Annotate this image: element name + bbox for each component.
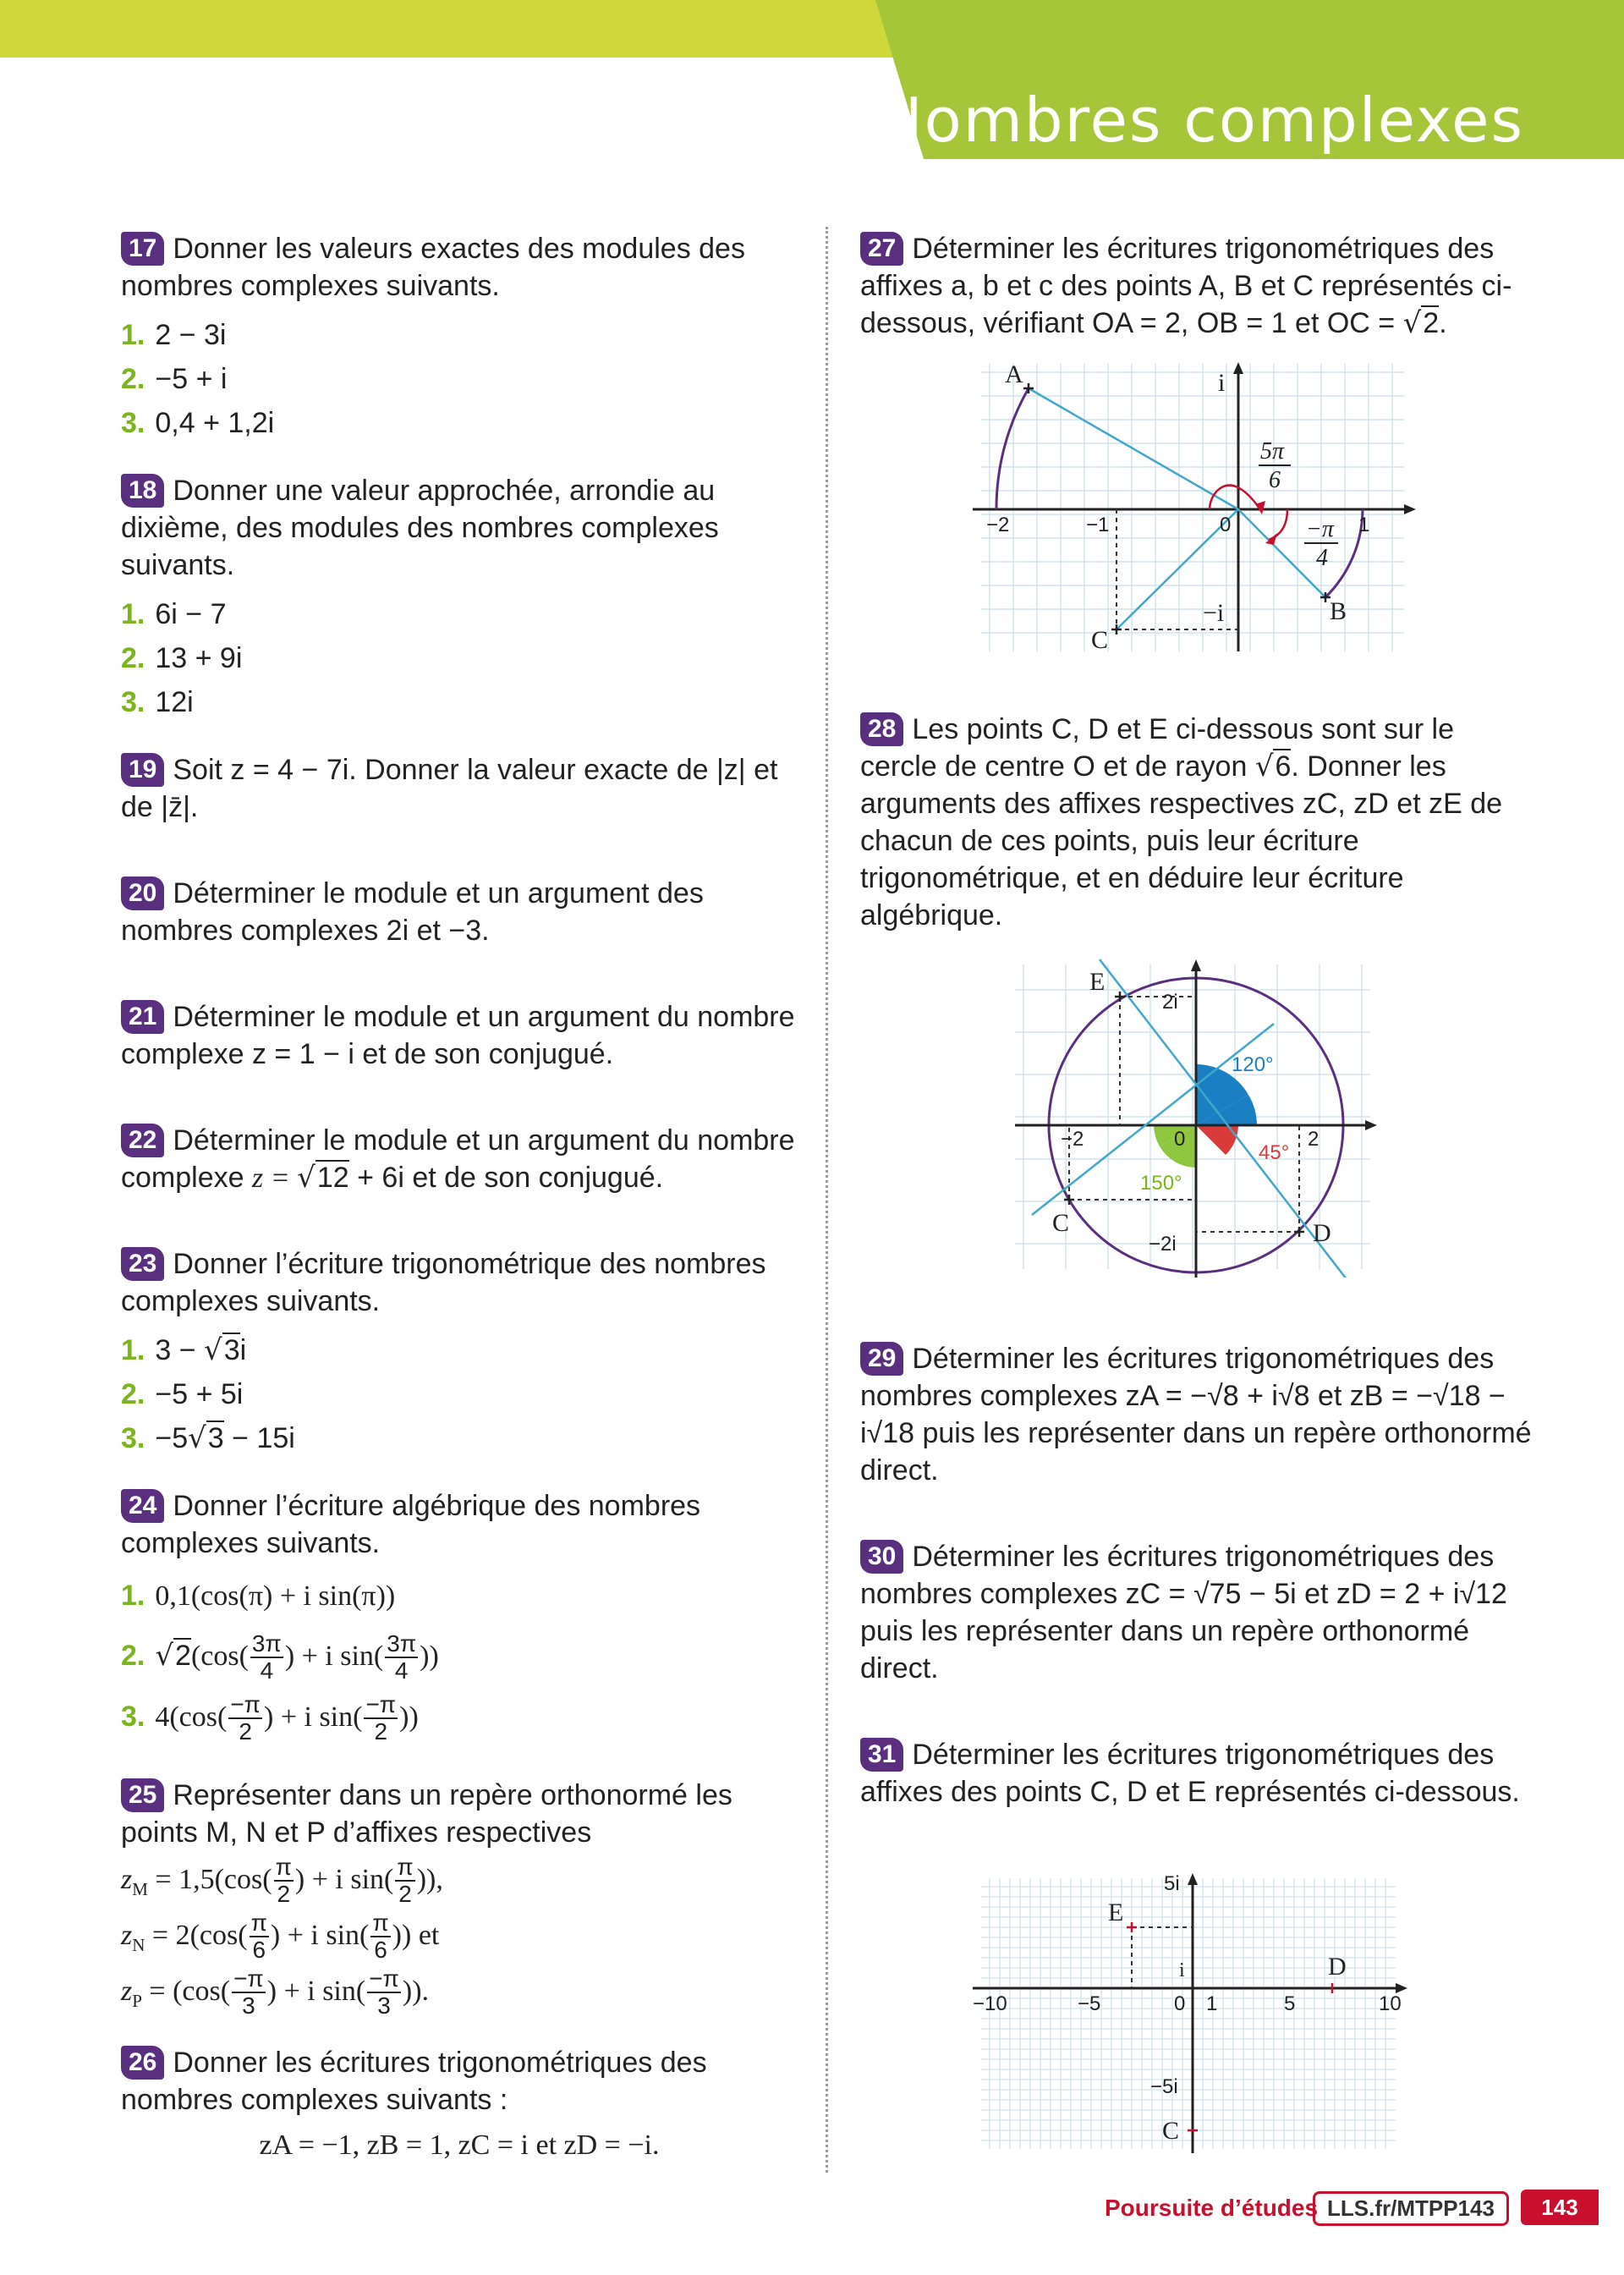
axis-label-minus-2i: −2i xyxy=(1149,1233,1177,1256)
fraction-numerator: −π xyxy=(230,1691,261,1717)
exercise-number: 26 xyxy=(121,2046,164,2080)
point-label-e: E xyxy=(1089,968,1106,996)
fraction-denominator: 3 xyxy=(242,1992,255,2019)
item-value: −5 xyxy=(155,1422,189,1454)
item-number: 2. xyxy=(121,363,145,395)
exercise-text: . xyxy=(1439,307,1447,339)
radical-sign: √ xyxy=(1402,306,1422,340)
angle-label-denominator: 6 xyxy=(1269,467,1281,493)
item-value: ) + i sin( xyxy=(264,1701,363,1733)
angle-label-numerator: 5π xyxy=(1260,438,1285,464)
item-value: 0,4 + 1,2i xyxy=(155,407,275,439)
item-value: (cos( xyxy=(190,1640,249,1672)
math-variable: z = xyxy=(251,1162,298,1194)
item-value: − 15i xyxy=(223,1422,295,1454)
page-title: Nombres complexes xyxy=(876,85,1524,156)
fraction-denominator: 6 xyxy=(252,1937,266,1963)
tick-minus-1: −1 xyxy=(1086,514,1110,536)
angle-label-denominator: 4 xyxy=(1316,545,1328,571)
fraction-numerator: 3π xyxy=(387,1630,417,1657)
fraction-numerator: π xyxy=(250,1910,267,1936)
angle-label-45: 45° xyxy=(1259,1141,1290,1164)
fraction-numerator: π xyxy=(372,1910,389,1936)
radicand: 2 xyxy=(1423,307,1440,339)
exercise-text: Déterminer le module et un argument du nombre complexe xyxy=(121,1124,795,1194)
tick-zero: 0 xyxy=(1174,1992,1186,2015)
point-label-d: D xyxy=(1313,1219,1331,1247)
angle-label-150: 150° xyxy=(1140,1172,1182,1195)
item-value: ) + i sin( xyxy=(284,1640,384,1672)
exercise-21 xyxy=(121,998,798,1073)
footer-label: Poursuite d’études xyxy=(1105,2195,1319,2221)
item-number: 2. xyxy=(121,1639,145,1672)
subscript: M xyxy=(132,1878,148,1899)
exercise-22 xyxy=(121,1122,798,1197)
exercise-text: Les points C, D et E ci-dessous sont sur le cercle de centre O et de rayon xyxy=(860,713,1454,783)
fraction-denominator: 3 xyxy=(377,1992,391,2019)
item-value: 0,1(cos(π) + i sin(π)) xyxy=(155,1580,396,1612)
fraction-denominator: 2 xyxy=(239,1718,252,1745)
exercise-text: Déterminer les écritures trigonométriques des nombres complexes zA = −√8 + i√8 et zB = −√18 − i√18 puis les représenter dans un repère orthonormé direct. xyxy=(860,1343,1532,1486)
fraction-numerator: π xyxy=(397,1854,414,1880)
formula-part: = 1,5(cos( xyxy=(147,1863,272,1895)
exercise-24 xyxy=(121,1487,798,1743)
fraction-denominator: 4 xyxy=(260,1657,274,1684)
exercise-number: 28 xyxy=(860,712,903,746)
tick-zero: 0 xyxy=(1174,1128,1186,1151)
formula-part: ) + i sin( xyxy=(266,1975,366,2007)
point-label-c: C xyxy=(1162,2117,1180,2145)
exercise-text: . Donner les arguments des affixes respectives zC, zD et zE de chacun de ces points, puis leur écriture trigonométrique, et en déduire leur écriture algébrique. xyxy=(860,750,1503,931)
radical-sign: √ xyxy=(204,1333,222,1367)
item-value: i xyxy=(239,1334,247,1366)
item-number: 1. xyxy=(121,319,145,351)
tick-one: 1 xyxy=(1206,1992,1218,2015)
exercise-28 xyxy=(860,711,1537,934)
axis-label-minus-i: −i xyxy=(1203,599,1225,627)
exercise-26 xyxy=(121,2044,798,2164)
exercise-number: 18 xyxy=(121,474,164,508)
item-value: 4(cos( xyxy=(155,1701,228,1733)
item-value: 6i − 7 xyxy=(155,598,227,630)
fraction-numerator: −π xyxy=(233,1965,264,1992)
formula-part: ) + i sin( xyxy=(270,1919,370,1951)
formula-part: = 2(cos( xyxy=(145,1919,248,1951)
exercise-text: Donner les valeurs exactes des modules des nombres complexes suivants. xyxy=(121,233,745,302)
exercise-text: Déterminer le module et un argument des nombres complexes 2i et −3. xyxy=(121,877,704,947)
axis-label-i: i xyxy=(1218,369,1226,397)
axis-label-2i: 2i xyxy=(1162,991,1178,1014)
point-label-c: C xyxy=(1091,626,1109,654)
exercise-30 xyxy=(860,1538,1537,1687)
exercise-20 xyxy=(121,875,798,949)
exercise-25 xyxy=(121,1777,798,2019)
formula-part: )) et xyxy=(392,1919,440,1951)
tick-minus-2: −2 xyxy=(986,514,1010,536)
footer-link[interactable]: LLS.fr/MTPP143 xyxy=(1313,2191,1509,2226)
exercise-18 xyxy=(121,472,798,721)
exercise-text: Donner une valeur approchée, arrondie au dixième, des modules des nombres complexes suivants. xyxy=(121,475,719,581)
exercise-text: Déterminer les écritures trigonométriques des affixes a, b et c des points A, B et C représentés ci-dessous, vérifiant OA = 2, OB = 1 et OC = xyxy=(860,233,1512,339)
axis-label-5i: 5i xyxy=(1164,1872,1180,1895)
item-number: 2. xyxy=(121,1378,145,1410)
axis-label-i: i xyxy=(1179,1959,1185,1981)
column-divider xyxy=(826,227,828,2173)
point-label-a: A xyxy=(1005,360,1023,388)
exercise-number: 19 xyxy=(121,753,164,787)
exercise-23 xyxy=(121,1245,798,1457)
fraction-numerator: −π xyxy=(365,1691,397,1717)
subscript: P xyxy=(132,1990,142,2011)
item-number: 3. xyxy=(121,1422,145,1454)
exercise-number: 30 xyxy=(860,1540,903,1574)
exercise-number: 31 xyxy=(860,1738,903,1772)
item-value: −5 + 5i xyxy=(155,1378,244,1410)
formula-part: )). xyxy=(402,1975,430,2007)
item-value: 3 − xyxy=(155,1334,205,1366)
item-value: −5 + i xyxy=(155,363,228,395)
point-label-b: B xyxy=(1330,597,1347,625)
fraction-denominator: 2 xyxy=(398,1881,412,1907)
exercise-text: + 6i et de son conjugué. xyxy=(348,1162,664,1194)
item-value: )) xyxy=(399,1701,419,1733)
item-value: )) xyxy=(420,1640,439,1672)
item-value: 2 − 3i xyxy=(155,319,227,351)
tick-one: 1 xyxy=(1358,514,1370,536)
subscript: N xyxy=(132,1934,145,1955)
math-variable: z xyxy=(121,1919,133,1951)
page-number: 143 xyxy=(1521,2190,1599,2225)
exercise-17 xyxy=(121,230,798,442)
item-number: 1. xyxy=(121,598,145,630)
exercise-text: Donner les écritures trigonométriques des nombres complexes suivants : xyxy=(121,2047,707,2116)
tick-minus-10: −10 xyxy=(973,1992,1007,2015)
exercise-number: 17 xyxy=(121,232,164,266)
radicand: 6 xyxy=(1275,750,1292,783)
exercise-text: Représenter dans un repère orthonormé les points M, N et P d’affixes respectives xyxy=(121,1779,732,1849)
item-number: 3. xyxy=(121,1700,145,1733)
fraction-numerator: 3π xyxy=(251,1630,282,1657)
tick-plus-2: 2 xyxy=(1308,1128,1320,1151)
item-number: 1. xyxy=(121,1580,145,1612)
exercise-29 xyxy=(860,1340,1537,1489)
radical-sign: √ xyxy=(188,1421,206,1455)
exercise-text: Donner l’écriture trigonométrique des nombres complexes suivants. xyxy=(121,1248,766,1317)
radical-sign: √ xyxy=(297,1161,315,1195)
point-label-c: C xyxy=(1052,1209,1070,1237)
exercise-number: 24 xyxy=(121,1489,164,1523)
fraction-denominator: 2 xyxy=(277,1881,291,1907)
radical-sign: √ xyxy=(1254,750,1274,783)
exercise-text: Déterminer les écritures trigonométriques des nombres complexes zC = √75 − 5i et zD = 2 + i√12 puis les représenter dans un repère orthonormé direct. xyxy=(860,1541,1507,1684)
item-number: 2. xyxy=(121,642,145,674)
exercise-text: Déterminer le module et un argument du nombre complexe z = 1 − i et de son conjugué. xyxy=(121,1001,795,1070)
figure-27 xyxy=(973,355,1429,660)
exercise-number: 25 xyxy=(121,1778,164,1812)
exercise-number: 29 xyxy=(860,1342,903,1376)
exercise-number: 20 xyxy=(121,876,164,910)
angle-label-numerator: −π xyxy=(1306,516,1334,542)
tick-5: 5 xyxy=(1284,1992,1296,2015)
exercise-number: 22 xyxy=(121,1124,164,1157)
exercise-27 xyxy=(860,230,1537,342)
formula-part: ) + i sin( xyxy=(294,1863,394,1895)
exercise-number: 27 xyxy=(860,232,903,266)
radicand: 3 xyxy=(223,1334,240,1366)
formula-part: )), xyxy=(416,1863,443,1895)
item-number: 3. xyxy=(121,686,145,718)
point-label-d: D xyxy=(1328,1953,1347,1981)
item-value: 13 + 9i xyxy=(155,642,243,674)
formula-part: = (cos( xyxy=(141,1975,231,2007)
figure-31 xyxy=(973,1870,1413,2157)
math-variable: z xyxy=(121,1975,133,2007)
angle-label-120: 120° xyxy=(1232,1053,1274,1076)
radicand: 3 xyxy=(207,1422,224,1454)
exercise-text: Donner l’écriture algébrique des nombres complexes suivants. xyxy=(121,1490,701,1559)
fraction-numerator: −π xyxy=(369,1965,399,1992)
exercise-number: 21 xyxy=(121,1000,164,1034)
exercise-formula: zA = −1, zB = 1, zC = i et zD = −i. xyxy=(259,2129,660,2161)
point-label-e: E xyxy=(1108,1899,1124,1926)
item-value: 12i xyxy=(155,686,194,718)
radicand: 2 xyxy=(175,1639,191,1672)
tick-zero: 0 xyxy=(1220,514,1232,536)
fraction-denominator: 2 xyxy=(374,1718,388,1745)
item-number: 1. xyxy=(121,1334,145,1366)
tick-10: 10 xyxy=(1379,1992,1402,2015)
exercise-31 xyxy=(860,1736,1537,1811)
radical-sign: √ xyxy=(155,1638,174,1673)
fraction-denominator: 4 xyxy=(394,1657,409,1684)
fraction-numerator: π xyxy=(275,1854,292,1880)
item-number: 3. xyxy=(121,407,145,439)
math-variable: z xyxy=(121,1863,133,1895)
exercise-text: Déterminer les écritures trigonométriques des affixes des points C, D et E représentés ci-dessous. xyxy=(860,1739,1520,1808)
axis-label-minus-5i: −5i xyxy=(1150,2075,1178,2098)
figure-28 xyxy=(998,956,1387,1278)
tick-minus-5: −5 xyxy=(1078,1992,1101,2015)
fraction-denominator: 6 xyxy=(374,1937,387,1963)
radicand: 12 xyxy=(316,1162,349,1194)
tick-minus-2: −2 xyxy=(1061,1128,1084,1151)
exercise-text: Soit z = 4 − 7i. Donner la valeur exacte de |z| et de |z̄|. xyxy=(121,754,778,823)
exercise-number: 23 xyxy=(121,1247,164,1281)
exercise-19 xyxy=(121,751,798,826)
